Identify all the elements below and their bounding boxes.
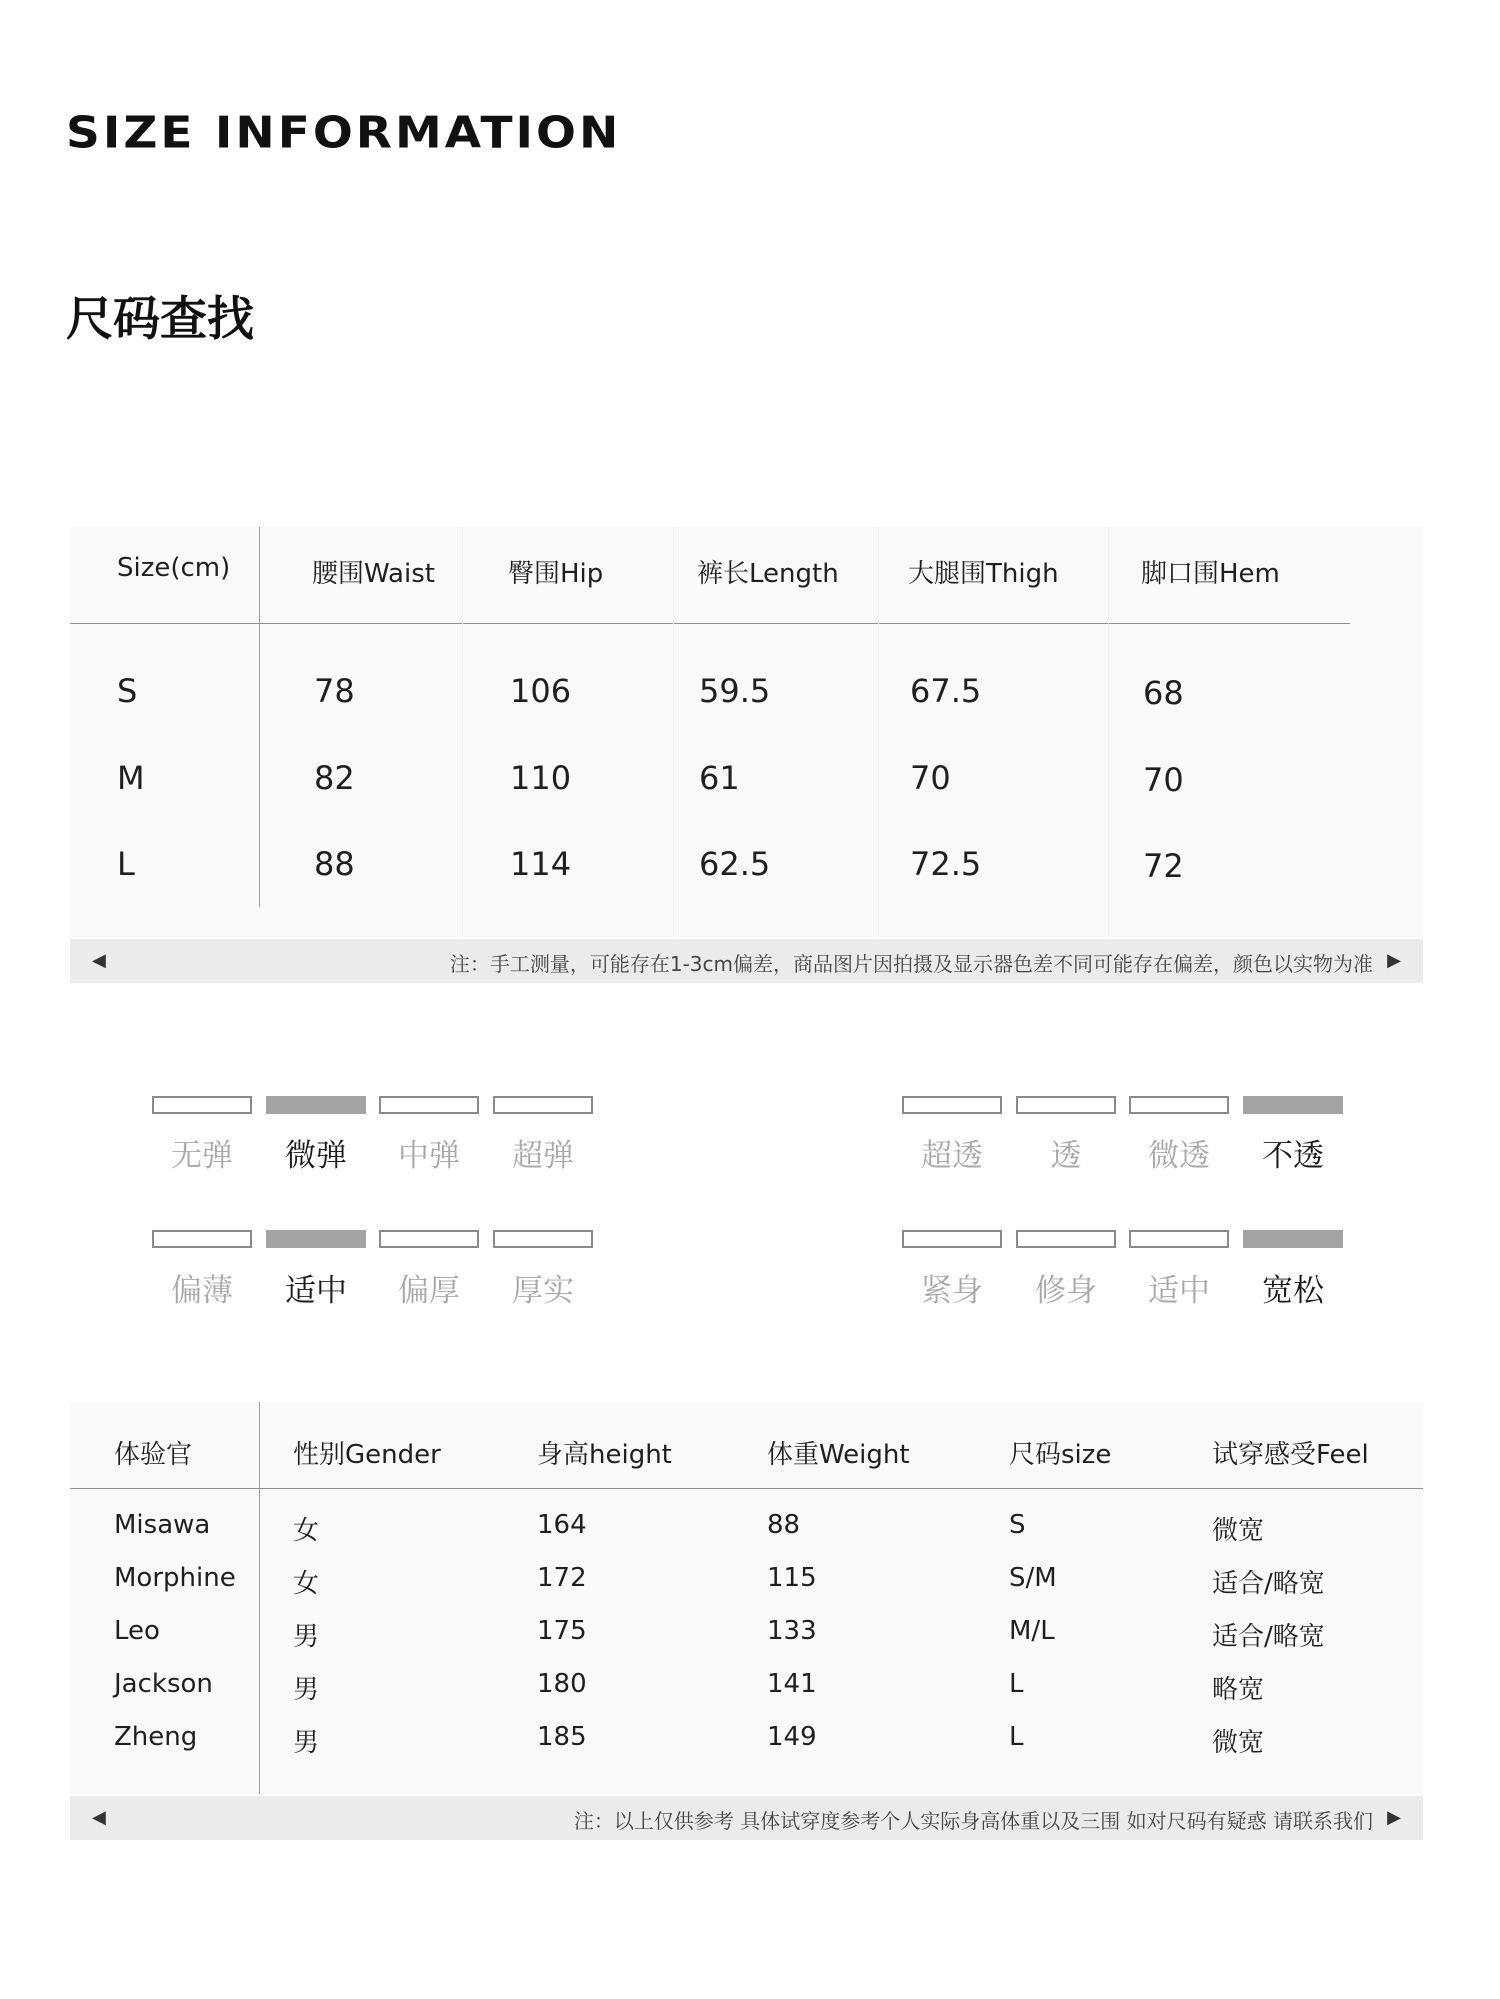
transparency-scale-bar <box>902 1096 1002 1114</box>
tester-table-cell: Leo <box>114 1616 160 1646</box>
size-table-cell: 70 <box>1143 761 1184 799</box>
tester-table-header: 体重Weight <box>767 1440 910 1470</box>
tester-table-cell: 男 <box>293 1622 320 1652</box>
transparency-scale-bar <box>1016 1096 1116 1114</box>
tester-table-cell: 164 <box>537 1510 587 1540</box>
tester-table-cell: 女 <box>293 1516 320 1546</box>
tester-table-cell: M/L <box>1009 1616 1055 1646</box>
section-title-size-lookup: 尺码查找 <box>66 292 254 347</box>
column-separator <box>673 527 674 937</box>
transparency-scale-label: 微透 <box>1148 1138 1210 1174</box>
transparency-scale-label: 透 <box>1050 1138 1082 1174</box>
fit-scale-bar <box>1129 1230 1229 1248</box>
thickness-scale-bar <box>152 1230 252 1248</box>
size-table-header: 大腿围Thigh <box>908 559 1059 589</box>
size-table-header: 臀围Hip <box>508 559 604 589</box>
elasticity-scale-bar <box>379 1096 479 1114</box>
size-table-cell: 110 <box>510 759 572 797</box>
thickness-scale-label: 厚实 <box>512 1273 574 1309</box>
elasticity-scale-label: 超弹 <box>512 1138 574 1174</box>
size-table-header-divider <box>70 623 1350 624</box>
size-table-cell: 72 <box>1143 847 1184 885</box>
size-table-cell: 59.5 <box>699 672 771 710</box>
tester-table-cell: 男 <box>293 1728 320 1758</box>
tester-table-cell: 适合/略宽 <box>1212 1569 1325 1599</box>
size-table-cell: L <box>117 845 135 883</box>
size-table-cell: 78 <box>314 672 355 710</box>
size-table-header: Size(cm) <box>117 553 231 583</box>
tester-table-cell: Misawa <box>114 1510 211 1540</box>
page-title: SIZE INFORMATION <box>66 108 622 159</box>
tester-note-bar <box>70 1796 1423 1840</box>
elasticity-scale-label: 无弹 <box>171 1138 233 1174</box>
tester-table-cell: 180 <box>537 1669 587 1699</box>
elasticity-scale-label: 中弹 <box>398 1138 460 1174</box>
tester-table-cell: 微宽 <box>1212 1516 1265 1546</box>
size-table-cell: 82 <box>314 759 355 797</box>
tester-table-cell: Morphine <box>114 1563 236 1593</box>
thickness-scale-label: 偏薄 <box>171 1273 233 1309</box>
column-separator <box>878 527 879 937</box>
size-table-header: 腰围Waist <box>312 559 435 589</box>
thickness-scale-label: 偏厚 <box>398 1273 460 1309</box>
tester-table-cell: 115 <box>767 1563 817 1593</box>
elasticity-scale-bar <box>493 1096 593 1114</box>
tester-table-cell: 女 <box>293 1569 320 1599</box>
tester-table-cell: Zheng <box>114 1722 198 1752</box>
tester-table-divider-vertical <box>259 1402 260 1794</box>
tester-table-cell: S <box>1009 1510 1026 1540</box>
tester-table-cell: 133 <box>767 1616 817 1646</box>
tester-table-cell: 适合/略宽 <box>1212 1622 1325 1652</box>
transparency-scale-bar <box>1129 1096 1229 1114</box>
tester-table-cell: 男 <box>293 1675 320 1705</box>
tester-table-cell: 88 <box>767 1510 801 1540</box>
elasticity-scale-bar <box>266 1096 366 1114</box>
size-table-cell: 70 <box>910 759 951 797</box>
thickness-scale-bar <box>493 1230 593 1248</box>
transparency-scale-bar <box>1243 1096 1343 1114</box>
thickness-scale-bar <box>266 1230 366 1248</box>
size-table-cell: 114 <box>510 845 572 883</box>
fit-scale-bar <box>1243 1230 1343 1248</box>
size-table-cell: 88 <box>314 845 355 883</box>
size-table-cell: 72.5 <box>910 845 982 883</box>
tester-table-header: 试穿感受Feel <box>1212 1440 1369 1470</box>
triangle-left-icon[interactable]: ◀ <box>92 1807 106 1828</box>
tester-table-header: 性别Gender <box>293 1440 441 1470</box>
size-table-cell: 67.5 <box>910 672 982 710</box>
tester-table-header: 身高height <box>537 1440 672 1470</box>
triangle-left-icon[interactable]: ◀ <box>92 950 106 971</box>
size-table-cell: M <box>117 759 145 797</box>
tester-table-header-divider <box>70 1488 1423 1489</box>
column-separator <box>462 527 463 937</box>
size-table-cell: 68 <box>1143 674 1184 712</box>
size-table-header: 裤长Length <box>697 559 839 589</box>
fit-scale-label: 紧身 <box>921 1273 983 1309</box>
elasticity-scale-bar <box>152 1096 252 1114</box>
tester-table-cell: Jackson <box>114 1669 213 1699</box>
size-table-cell: 61 <box>699 759 740 797</box>
size-table-cell: S <box>117 672 138 710</box>
tester-note: 注：以上仅供参考 具体试穿度参考个人实际身高体重以及三围 如对尺码有疑惑 请联系我们 <box>573 1809 1373 1833</box>
tester-table-cell: S/M <box>1009 1563 1057 1593</box>
tester-table-cell: 185 <box>537 1722 587 1752</box>
thickness-scale-label: 适中 <box>285 1273 347 1309</box>
tester-table-cell: 微宽 <box>1212 1728 1265 1758</box>
tester-table-cell: L <box>1009 1722 1024 1752</box>
tester-table-cell: 149 <box>767 1722 817 1752</box>
tester-table-cell: 略宽 <box>1212 1675 1265 1705</box>
tester-table-cell: 141 <box>767 1669 817 1699</box>
size-table-divider-vertical <box>259 527 260 907</box>
triangle-right-icon[interactable]: ▶ <box>1387 1807 1401 1828</box>
size-note-bar <box>70 939 1423 983</box>
thickness-scale-bar <box>379 1230 479 1248</box>
elasticity-scale-label: 微弹 <box>285 1138 347 1174</box>
size-table-cell: 62.5 <box>699 845 771 883</box>
tester-table-cell: 175 <box>537 1616 587 1646</box>
fit-scale-bar <box>1016 1230 1116 1248</box>
column-separator <box>1108 527 1109 937</box>
fit-scale-bar <box>902 1230 1002 1248</box>
size-note: 注：手工测量，可能存在1-3cm偏差，商品图片因拍摄及显示器色差不同可能存在偏差，颜色以实物为准 <box>449 952 1373 976</box>
tester-table-cell: 172 <box>537 1563 587 1593</box>
tester-table-cell: L <box>1009 1669 1024 1699</box>
tester-table-header: 尺码size <box>1009 1440 1112 1470</box>
fit-scale-label: 宽松 <box>1262 1273 1324 1309</box>
transparency-scale-label: 超透 <box>921 1138 983 1174</box>
triangle-right-icon[interactable]: ▶ <box>1387 950 1401 971</box>
fit-scale-label: 修身 <box>1035 1273 1097 1309</box>
transparency-scale-label: 不透 <box>1262 1138 1324 1174</box>
size-table-header: 脚口围Hem <box>1141 559 1280 589</box>
tester-table-header: 体验官 <box>114 1440 193 1470</box>
size-table-cell: 106 <box>510 672 572 710</box>
fit-scale-label: 适中 <box>1148 1273 1210 1309</box>
